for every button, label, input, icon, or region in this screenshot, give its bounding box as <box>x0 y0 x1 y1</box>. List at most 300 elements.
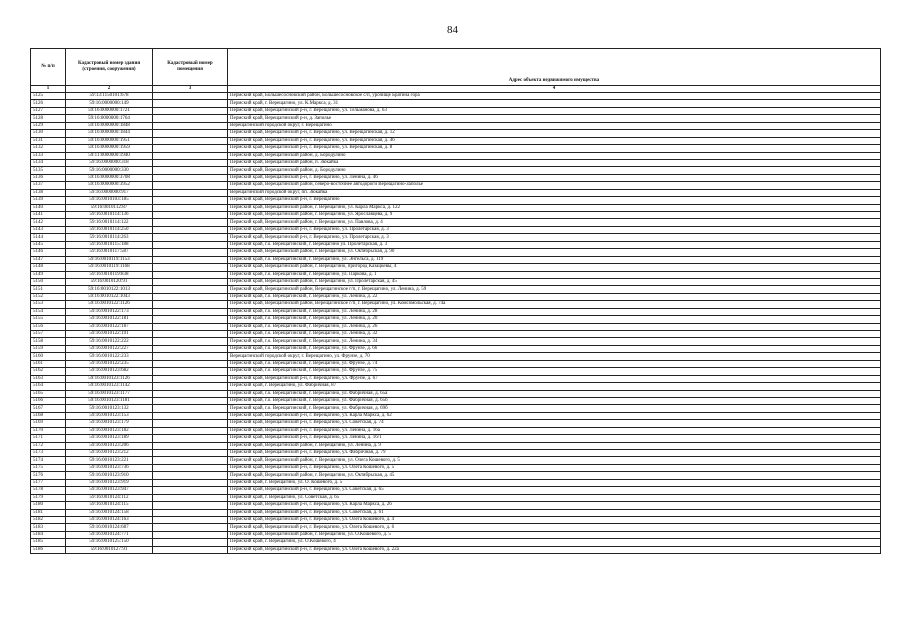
cadastral-number: 59:16:0000000:1764 <box>66 115 153 122</box>
cadastral-number: 59:16:0010124:158 <box>66 509 153 516</box>
object-address: Пермский край, Верещагинский р-н, г. Верещагино, ул. Ленина, д. 46 <box>228 174 881 181</box>
cadastral-number: 59:16:0000000:1951 <box>66 137 153 144</box>
object-address: Пермский край, г.о. Верещагинский, г. Верещагино, ул. Паркова, д. 1 <box>228 271 881 278</box>
table-row <box>31 100 881 107</box>
cadastral-number: 59:16:0000000:1848 <box>66 122 153 129</box>
cadastral-number: 59:16:0010123:910 <box>66 472 153 479</box>
row-number: 5185 <box>31 539 66 546</box>
room-cadastral-number <box>153 353 228 360</box>
object-address: Пермский край, Верещагинский район, Верещагинское г/п, г. Верещагино, ул. Ленина, д. 59 <box>228 286 881 293</box>
table-row <box>31 137 881 144</box>
row-number: 5125 <box>31 93 66 100</box>
row-number: 5140 <box>31 204 66 211</box>
table-row <box>31 435 881 442</box>
room-cadastral-number <box>153 345 228 352</box>
cadastral-number: 59:16:0010123:1181 <box>66 397 153 404</box>
object-address: Пермский край, г.о. Верещагинский, г. Верещагино, ул. Ленина, д. 22 <box>228 293 881 300</box>
table-row <box>31 286 881 293</box>
room-cadastral-number <box>153 427 228 434</box>
cadastral-number: 59:16:0010123:212 <box>66 450 153 457</box>
table-row <box>31 167 881 174</box>
room-cadastral-number <box>153 256 228 263</box>
room-cadastral-number <box>153 442 228 449</box>
cadastral-number: 59:16:0010103:185 <box>66 197 153 204</box>
room-cadastral-number <box>153 494 228 501</box>
room-cadastral-number <box>153 502 228 509</box>
row-number: 5139 <box>31 197 66 204</box>
row-number: 5147 <box>31 256 66 263</box>
object-address: Пермский край, Верещагинский р-н, г. Верещагино, ул. Верещагинская, д. 8 <box>228 145 881 152</box>
room-cadastral-number <box>153 115 228 122</box>
room-cadastral-number <box>153 420 228 427</box>
cadastral-number: 59:16:0010123:919 <box>66 479 153 486</box>
row-number: 5155 <box>31 316 66 323</box>
table-row <box>31 293 881 300</box>
object-address: Пермский край, Верещагинский р-н, г. Верещагино, ул. Карла Маркса, д. 26 <box>228 502 881 509</box>
row-number: 5130 <box>31 130 66 137</box>
cadastral-number: 59:16:0010123:182 <box>66 427 153 434</box>
row-number: 5157 <box>31 331 66 338</box>
cadastral-number: 59:16:0010122:1013 <box>66 286 153 293</box>
object-address: Пермский край, Верещагинский район, д. Бородулино <box>228 167 881 174</box>
row-number: 5177 <box>31 479 66 486</box>
table-row <box>31 115 881 122</box>
object-address: Пермский край, г.о. Верещагинский, г. Верещагино ул. Пролетарская, д. 3 <box>228 241 881 248</box>
table-row <box>31 174 881 181</box>
table-row <box>31 278 881 285</box>
row-number: 5131 <box>31 137 66 144</box>
row-number: 5163 <box>31 375 66 382</box>
object-address: Пермский край, Верещагинский район, северо-восточнее автодороги Верещагино-Заполье <box>228 182 881 189</box>
object-address: Пермский край, Верещагинский р-н, г. Верещагино, ул. Советская, д. 61 <box>228 509 881 516</box>
cadastral-number: 59:16:0000000:3708 <box>66 174 153 181</box>
room-cadastral-number <box>153 286 228 293</box>
room-cadastral-number <box>153 308 228 315</box>
row-number: 5165 <box>31 390 66 397</box>
table-row <box>31 420 881 427</box>
room-cadastral-number <box>153 234 228 241</box>
table-row <box>31 301 881 308</box>
cadastral-number: 59:16:0010123:682 <box>66 368 153 375</box>
row-number: 5178 <box>31 487 66 494</box>
row-number: 5153 <box>31 301 66 308</box>
room-cadastral-number <box>153 516 228 523</box>
object-address: Пермский край, г.о. Верещагинский, г. Верещагино, ул. Энгельса, д. 119 <box>228 256 881 263</box>
column-number: 1 <box>31 86 66 93</box>
cadastral-number: 59:16:0010119:1168 <box>66 264 153 271</box>
object-address: Пермский край, г.о. Верещагинский, г. Верещагино, ул. Ленина, д. 28 <box>228 308 881 315</box>
row-number: 5173 <box>31 450 66 457</box>
room-cadastral-number <box>153 487 228 494</box>
row-number: 5174 <box>31 457 66 464</box>
room-cadastral-number <box>153 159 228 166</box>
room-cadastral-number <box>153 219 228 226</box>
cadastral-number: 59:16:0010124:115 <box>66 502 153 509</box>
cadastral-number: 59:16:0000000:1721 <box>66 107 153 114</box>
row-number: 5159 <box>31 345 66 352</box>
cadastral-number: 59:16:0010124:112 <box>66 494 153 501</box>
cadastral-number: 59:16:0000000:1844 <box>66 130 153 137</box>
room-cadastral-number <box>153 137 228 144</box>
row-number: 5146 <box>31 249 66 256</box>
cadastral-number: 59:16:0010122:191 <box>66 331 153 338</box>
room-cadastral-number <box>153 405 228 412</box>
room-cadastral-number <box>153 107 228 114</box>
cadastral-number: 59:16:0010115:188 <box>66 241 153 248</box>
room-cadastral-number <box>153 435 228 442</box>
object-address: Пермский край, Верещагинский р-н, г. Верещагино, ул. Олега Кошевого, д. 22а <box>228 546 881 553</box>
cadastral-number: 59:16:0010122:1126 <box>66 301 153 308</box>
object-address: Пермский край, Верещагинский р-н, г. Верещагино, ул. Карла Маркса, д. 62 <box>228 412 881 419</box>
row-number: 5186 <box>31 546 66 553</box>
room-cadastral-number <box>153 226 228 233</box>
room-cadastral-number <box>153 100 228 107</box>
table-row <box>31 405 881 412</box>
property-registry-table <box>30 48 881 554</box>
room-cadastral-number <box>153 167 228 174</box>
object-address: Пермский край, Верещагинский район, г. Верещагино, ул. Карла Маркса, д. 122 <box>228 204 881 211</box>
table-row <box>31 93 881 100</box>
room-cadastral-number <box>153 539 228 546</box>
cadastral-number: 59:16:0010123:189 <box>66 435 153 442</box>
table-row <box>31 375 881 382</box>
row-number: 5164 <box>31 383 66 390</box>
cadastral-number: 59:16:0000000:917 <box>66 189 153 196</box>
table-row <box>31 539 881 546</box>
table-row <box>31 390 881 397</box>
table-row <box>31 256 881 263</box>
table-row <box>31 524 881 531</box>
object-address: Пермский край, Верещагинский район, г. Верещагино, ул. Ленина, д. 9 <box>228 442 881 449</box>
cadastral-number: 59:16:0000000:1959 <box>66 145 153 152</box>
table-row <box>31 383 881 390</box>
room-cadastral-number <box>153 152 228 159</box>
room-cadastral-number <box>153 464 228 471</box>
table-row <box>31 494 881 501</box>
table-row <box>31 464 881 471</box>
room-cadastral-number <box>153 390 228 397</box>
row-number: 5145 <box>31 241 66 248</box>
table-row <box>31 457 881 464</box>
table-row <box>31 353 881 360</box>
object-address: Пермский край, г.о. Верещагинский, г. Верещагино, ул. Ленина, д. 20 <box>228 316 881 323</box>
room-cadastral-number <box>153 241 228 248</box>
cadastral-number: 59:16:0010114:250 <box>66 226 153 233</box>
room-cadastral-number <box>153 546 228 553</box>
room-cadastral-number <box>153 450 228 457</box>
row-number: 5151 <box>31 286 66 293</box>
table-row <box>31 487 881 494</box>
object-address: Пермский край, г.о. Верещагинский, г. Верещагино, ул. Ленина, д. 34 <box>228 338 881 345</box>
cadastral-number: 59:16:0010120:91 <box>66 278 153 285</box>
cadastral-number: 59:16:0010123:132 <box>66 405 153 412</box>
object-address: Пермский край, г.о. Верещагинский, г. Верещагино, ул. Фрунзе, д. 74 <box>228 360 881 367</box>
row-number: 5136 <box>31 174 66 181</box>
table-row <box>31 316 881 323</box>
row-number: 5143 <box>31 226 66 233</box>
cadastral-number: 59:16:0010123:736 <box>66 464 153 471</box>
table-row <box>31 226 881 233</box>
room-cadastral-number <box>153 368 228 375</box>
object-address: Пермский край, Верещагинский р-н, г. Верещагино, ул. Ленина, д. 16а <box>228 427 881 434</box>
object-address: Пермский край, Верещагинский район, г. Верещагино, ул. Пролетарская, д. 45 <box>228 278 881 285</box>
room-cadastral-number <box>153 174 228 181</box>
object-address: Пермский край, Верещагинский р-н, д. Заполье <box>228 115 881 122</box>
cadastral-number: 59:16:0010123:179 <box>66 420 153 427</box>
cadastral-number: 59:16:0010124:687 <box>66 524 153 531</box>
row-number: 5144 <box>31 234 66 241</box>
table-row <box>31 219 881 226</box>
object-address: Пермский край, Верещагинский район, г. Верещагино, ул. Ярославцева, д. 9 <box>228 212 881 219</box>
object-address: Пермский край, г. Верещагино, ул. Фабричная, 87 <box>228 383 881 390</box>
cadastral-number: 59:16:0010122:235 <box>66 360 153 367</box>
table-row <box>31 249 881 256</box>
cadastral-number: 59:16:0000000:318 <box>66 159 153 166</box>
cadastral-number: 59:16:0000000:330 <box>66 167 153 174</box>
room-cadastral-number <box>153 412 228 419</box>
table-row <box>31 360 881 367</box>
row-number: 5137 <box>31 182 66 189</box>
room-cadastral-number <box>153 472 228 479</box>
page-number: 84 <box>447 24 458 36</box>
object-address: Пермский край, Верещагинский район, г. Верещагино, ул. Октябрьская, д. 90 <box>228 249 881 256</box>
cadastral-number: 59:11:0000000:1940 <box>66 152 153 159</box>
room-cadastral-number <box>153 338 228 345</box>
object-address: Пермский край, Верещагинский район, д. Бородулино <box>228 152 881 159</box>
cadastral-number: 59:16:0010114:136 <box>66 212 153 219</box>
row-number: 5162 <box>31 368 66 375</box>
room-cadastral-number <box>153 212 228 219</box>
object-address: Пермский край, г.о. Верещагинский, г. Верещагино, ул. Фрунзе, д. 75 <box>228 368 881 375</box>
object-address: Пермский край, Верещагинский район, г. Верещагино, ул. Олега Кошевого, д. 5 <box>228 457 881 464</box>
cadastral-number: 59:16:0010122:233 <box>66 353 153 360</box>
cadastral-number: 59:16:0010119:1153 <box>66 256 153 263</box>
cadastral-number: 59:16:0000000:149 <box>66 100 153 107</box>
object-address: Пермский край, г.о. Верещагинский, г. Верещагино, ул. Фабричная, д. 65а <box>228 390 881 397</box>
room-cadastral-number <box>153 189 228 196</box>
cadastral-number: 59:16:0010123:1126 <box>66 375 153 382</box>
table-row <box>31 130 881 137</box>
row-number: 5134 <box>31 159 66 166</box>
row-number: 5168 <box>31 412 66 419</box>
room-cadastral-number <box>153 331 228 338</box>
room-cadastral-number <box>153 360 228 367</box>
table-row <box>31 107 881 114</box>
header-address: Адрес объекта недвижимого имущества <box>228 77 881 86</box>
table-row <box>31 271 881 278</box>
cadastral-number: 59:16:0010122:222 <box>66 338 153 345</box>
cadastral-number: 59:16:0010123:206 <box>66 442 153 449</box>
room-cadastral-number <box>153 375 228 382</box>
cadastral-number: 59:16:0010123:221 <box>66 457 153 464</box>
row-number: 5170 <box>31 427 66 434</box>
table-row <box>31 479 881 486</box>
object-address: Пермский край, Верещагинский район, г. Верещагино, ул. Павлова, д. 4 <box>228 219 881 226</box>
object-address: Пермский край, Верещагинский район, п. Зюкайка <box>228 159 881 166</box>
table-row <box>31 442 881 449</box>
room-cadastral-number <box>153 145 228 152</box>
row-number: 5184 <box>31 531 66 538</box>
table-row <box>31 152 881 159</box>
row-number: 5169 <box>31 420 66 427</box>
object-address: Пермский край, Верещагинский р-н, г. Верещагино, ул. Пролетарская, д. 3 <box>228 226 881 233</box>
room-cadastral-number <box>153 509 228 516</box>
cadastral-number: 59:16:0010124:163 <box>66 516 153 523</box>
row-number: 5181 <box>31 509 66 516</box>
object-address: Пермский край, Верещагинский р-н, г. Верещагино, ул. Верещагинская, д. 12 <box>228 130 881 137</box>
table-row <box>31 241 881 248</box>
room-cadastral-number <box>153 264 228 271</box>
room-cadastral-number <box>153 479 228 486</box>
table-row <box>31 234 881 241</box>
cadastral-number: 59:16:0010125:150 <box>66 539 153 546</box>
cadastral-number: 59:16:0010123:1142 <box>66 383 153 390</box>
row-number: 5141 <box>31 212 66 219</box>
table-row <box>31 502 881 509</box>
object-address: Пермский край, Верещагинский район, г. Верещагино, пригород Казацкевы, 4 <box>228 264 881 271</box>
object-address: Пермский край, Верещагинский р-н, г. Верещагино, ул. Советская, д. 74 <box>228 420 881 427</box>
row-number: 5129 <box>31 122 66 129</box>
table-row <box>31 368 881 375</box>
object-address: Пермский край, г.о. Верещагинский, г. Верещагино, ул. Фабричная, д. 69б <box>228 405 881 412</box>
row-number: 5148 <box>31 264 66 271</box>
row-number: 5161 <box>31 360 66 367</box>
object-address: Верещагинский городской округ, пп. Зюкайка <box>228 189 881 196</box>
object-address: Пермский край, Верещагинский район, г. Верещагино, ул. О.Кошевого, д. 5 <box>228 531 881 538</box>
row-number: 5150 <box>31 278 66 285</box>
room-cadastral-number <box>153 278 228 285</box>
row-number: 5149 <box>31 271 66 278</box>
room-cadastral-number <box>153 301 228 308</box>
row-number: 5171 <box>31 435 66 442</box>
row-number: 5158 <box>31 338 66 345</box>
table-row <box>31 189 881 196</box>
cadastral-number: 59:16:0010124:771 <box>66 531 153 538</box>
table-row <box>31 159 881 166</box>
object-address: Пермский край, Большесосновский район, Большесосновское с/п, урочище Братина гора <box>228 93 881 100</box>
object-address: Пермский край, Верещагинский р-н, г. Верещагино, ул. Фрунзе, д. 67 <box>228 375 881 382</box>
room-cadastral-number <box>153 383 228 390</box>
header-address-spacer <box>228 49 881 78</box>
table-row <box>31 331 881 338</box>
object-address: Пермский край, Верещагинский р-н, г. Верещагино, ул. Тельмановa, д. 63 <box>228 107 881 114</box>
table-row <box>31 345 881 352</box>
table-row <box>31 397 881 404</box>
table-row <box>31 204 881 211</box>
row-number: 5172 <box>31 442 66 449</box>
object-address: Пермский край, г.о. Верещагинский, г. Верещагино, ул. Ленина, д. 26 <box>228 323 881 330</box>
cadastral-number: 59:16:0010122:1043 <box>66 293 153 300</box>
header-cadastral-room: Кадастровый номер помещения <box>153 49 228 86</box>
table-row <box>31 427 881 434</box>
object-address: Пермский край, Верещагинский р-н, г. Верещагино, ул. Фабричная, д. 79 <box>228 450 881 457</box>
row-number: 5160 <box>31 353 66 360</box>
header-cadastral-building: Кадастровый номер здания (строения, сооружения) <box>66 49 153 86</box>
object-address: Пермский край, г.о. Верещагинский, г. Верещагино, ул. Фрунзе, д. 66 <box>228 345 881 352</box>
table-row <box>31 145 881 152</box>
table-row <box>31 531 881 538</box>
room-cadastral-number <box>153 524 228 531</box>
row-number: 5166 <box>31 397 66 404</box>
room-cadastral-number <box>153 293 228 300</box>
object-address: Пермский край, Верещагинский район, Верещагинское г/п, г. Верещагино, ул. Комсомольская, д. 74а <box>228 301 881 308</box>
cadastral-number: 59:16:0010122:227 <box>66 345 153 352</box>
object-address: Пермский край, г. Верещагино, ул. Советская, д. 65 <box>228 494 881 501</box>
row-number: 5152 <box>31 293 66 300</box>
row-number: 5180 <box>31 502 66 509</box>
object-address: Пермский край, Верещагинский р-н, г. Верещагино, ул. Олега Кошевого, д. 4 <box>228 516 881 523</box>
header-num: № п/п <box>31 49 66 86</box>
cadastral-number: 59:16:0010127:91 <box>66 546 153 553</box>
room-cadastral-number <box>153 197 228 204</box>
column-number: 4 <box>228 86 881 93</box>
row-number: 5183 <box>31 524 66 531</box>
object-address: Пермский край, г.о. Верещагинский, г. Верещагино, ул. Фабричная, д. 65б <box>228 397 881 404</box>
table-row <box>31 546 881 553</box>
table-row <box>31 516 881 523</box>
room-cadastral-number <box>153 531 228 538</box>
row-number: 5154 <box>31 308 66 315</box>
cadastral-number: 59:16:0010123:947 <box>66 487 153 494</box>
row-number: 5156 <box>31 323 66 330</box>
room-cadastral-number <box>153 271 228 278</box>
object-address: Пермский край, Верещагинский р-н, г. Верещагино <box>228 197 881 204</box>
object-address: Пермский край, Верещагинский р-н, г. Верещагино, ул. Пролетарская, д. 3 <box>228 234 881 241</box>
row-number: 5167 <box>31 405 66 412</box>
room-cadastral-number <box>153 316 228 323</box>
row-number: 5142 <box>31 219 66 226</box>
row-number: 5128 <box>31 115 66 122</box>
table-row <box>31 509 881 516</box>
cadastral-number: 59:16:0010122:181 <box>66 316 153 323</box>
room-cadastral-number <box>153 457 228 464</box>
table-row <box>31 450 881 457</box>
cadastral-number: 59:16:0010123:1177 <box>66 390 153 397</box>
cadastral-number: 59:16:0010119:838 <box>66 271 153 278</box>
object-address: Пермский край, г. Верещагино, ул. О. Кошевого, д. 5 <box>228 479 881 486</box>
object-address: Пермский край, Верещагинский р-н, г. Верещагино, ул. Верещагинская, д. 46 <box>228 137 881 144</box>
room-cadastral-number <box>153 122 228 129</box>
table-row <box>31 122 881 129</box>
row-number: 5176 <box>31 472 66 479</box>
object-address: Пермский край, Верещагинский р-н, г. Верещагино, ул. Олега Кошевого, д. 5 <box>228 464 881 471</box>
cadastral-number: 59:16:0000000:3952 <box>66 182 153 189</box>
column-number: 3 <box>153 86 228 93</box>
object-address: Пермский край, Верещагинский р-н, г. Верещагино, ул. Олега Кошевого, д. 6 <box>228 524 881 531</box>
cadastral-number: 59:16:0010122:187 <box>66 323 153 330</box>
object-address: Пермский край, г.о. Верещагинский, г. Верещагино, ул. Ленина, д. 32 <box>228 331 881 338</box>
cadastral-number: 59:16:0010122:173 <box>66 308 153 315</box>
cadastral-number: 59:16:0010112:87 <box>66 204 153 211</box>
room-cadastral-number <box>153 93 228 100</box>
cadastral-number: 59:13:1150101:678 <box>66 93 153 100</box>
cadastral-number: 59:16:0010123:153 <box>66 412 153 419</box>
object-address: Пермский край, г. Верещагино, ул. К.Маркса, д. 31 <box>228 100 881 107</box>
row-number: 5175 <box>31 464 66 471</box>
row-number: 5132 <box>31 145 66 152</box>
object-address: Верещагинский городской округ, г. Верещагино <box>228 122 881 129</box>
cadastral-number: 59:16:0010117:587 <box>66 249 153 256</box>
row-number: 5126 <box>31 100 66 107</box>
table-row <box>31 182 881 189</box>
row-number: 5182 <box>31 516 66 523</box>
row-number: 5127 <box>31 107 66 114</box>
row-number: 5138 <box>31 189 66 196</box>
registry-body <box>31 93 881 554</box>
room-cadastral-number <box>153 249 228 256</box>
column-number: 2 <box>66 86 153 93</box>
table-row <box>31 197 881 204</box>
